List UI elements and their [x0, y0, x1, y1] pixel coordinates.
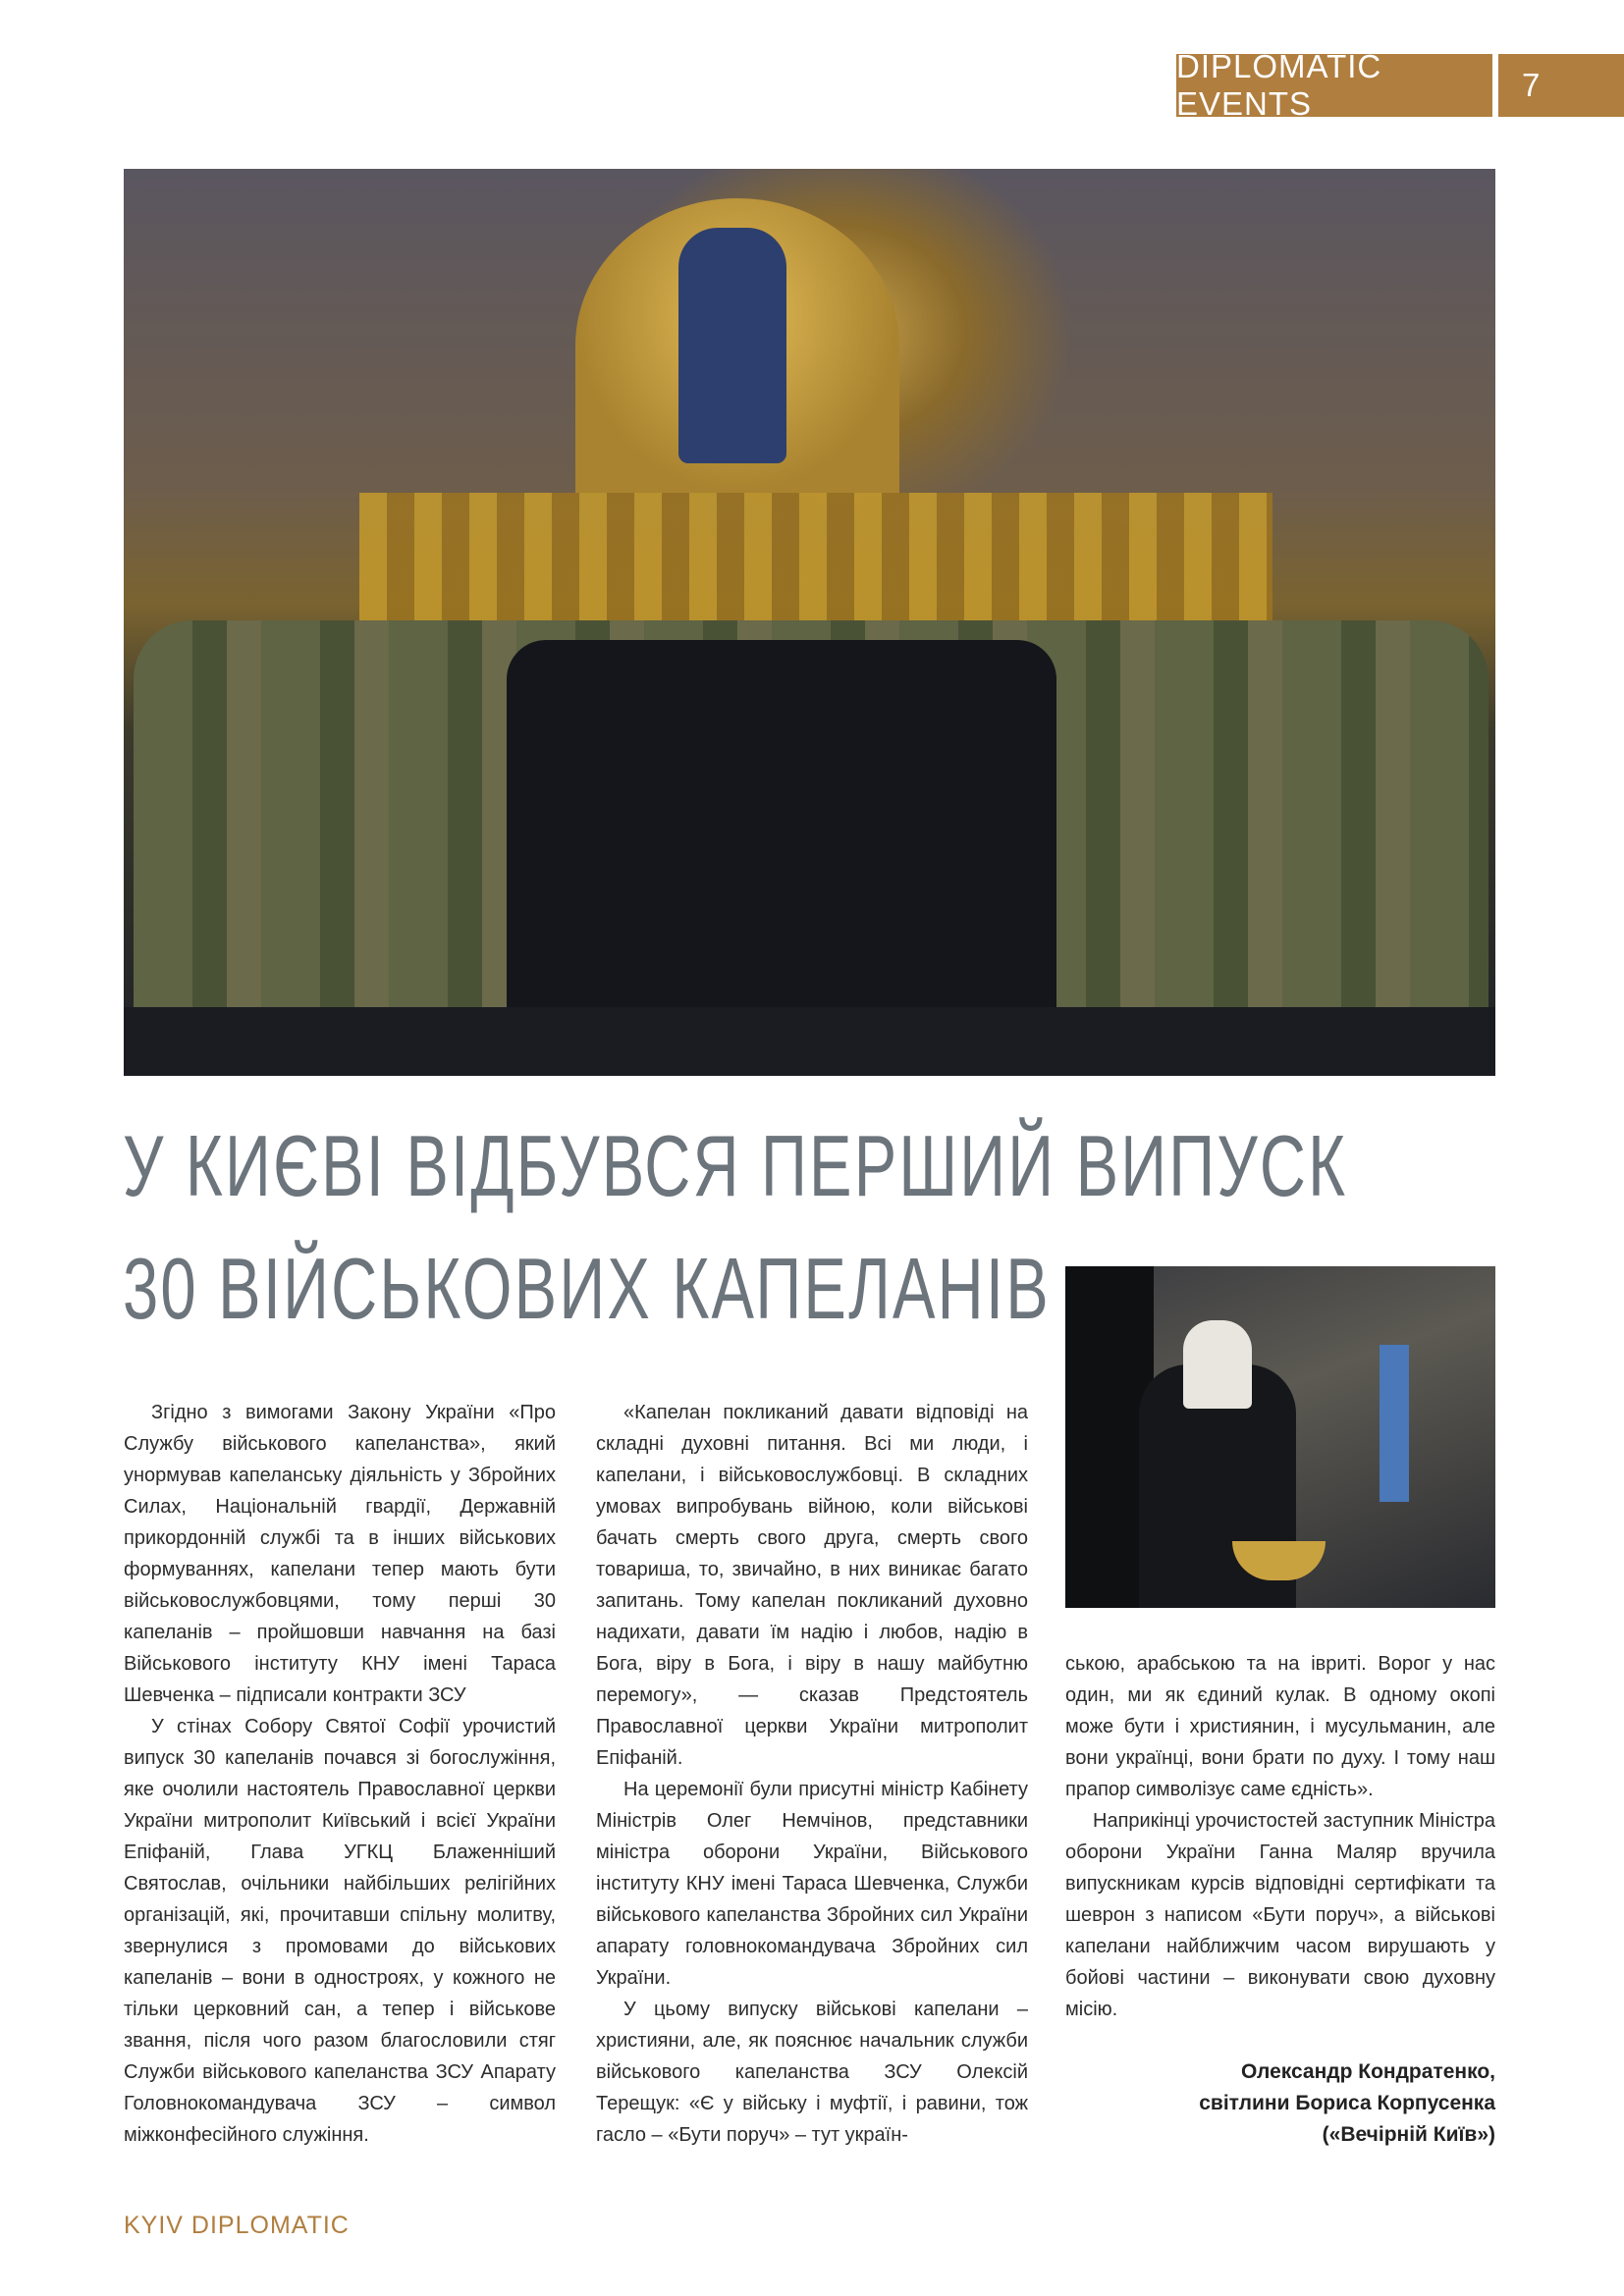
main-photo-cathedral-ceremony	[124, 169, 1495, 1076]
photo-flag	[1380, 1345, 1409, 1502]
photo-floor	[124, 1007, 1495, 1076]
byline-source: («Вечірній Київ»)	[1322, 2123, 1495, 2146]
photo-clergy-group	[507, 640, 1056, 1033]
section-tab	[1176, 48, 1624, 122]
paragraph: Наприкінці урочистостей заступник Міністра оборони України Ганна Маляр вручила випускникам курсів відповідні сертифікати та шеврон з написом «Бути поруч», а військові капелани найближчим часом вирушають у бойові частини – виконувати свою духовну місію.	[1065, 1810, 1495, 2020]
paragraph: ською, арабською та на івриті. Ворог у нас один, ми як єдиний кулак. В одному окопі може бути і християнин, і мусульманин, але вони українці, вони брати по духу. І тому наш прапор символізує саме єдність».	[1065, 1653, 1495, 1800]
footer-magazine-name: KYIV DIPLOMATIC	[124, 2212, 350, 2239]
paragraph: На церемонії були присутні міністр Кабінету Міністрів Олег Немчінов, представники міністра оборони України, Військового інституту КНУ імені Тараса Шевченка, Служби військового капеланства Збройних сил України апарату головнокомандувача Збройних сил України.	[596, 1779, 1028, 1989]
article-title	[123, 1104, 1348, 1350]
photo-madonna-figure	[678, 228, 786, 463]
article-column-2	[596, 1397, 1028, 2151]
paragraph: Згідно з вимогами Закону України «Про Службу військового капеланства», який унормував капеланську діяльність у Збройних Силах, Національній гвардії, Державній прикордонній службі та в інших військових формуваннях, капелани тепер мають бути військовослужбовцями, тому перші 30 капеланів – пройшовши навчання на базі Військового інституту КНУ імені Тараса Шевченка – підписали контракти ЗСУ	[124, 1402, 556, 1706]
photo-mitre	[1183, 1320, 1252, 1409]
paragraph: У стінах Собору Святої Софії урочистий випуск 30 капеланів почався зі богослужіння, яке очолили настоятель Православної церкви України митрополит Київський і всієї України Епіфаній, Глава УГКЦ Блаженніший Святослав, очільники найбільших релігійних організацій, які, прочитавши спільну молитву, звернулися з промовами до військових капеланів – вони в одностроях, у кожного не тільки церковний сан, а тепер і військове звання, після чого разом благословили стяг Служби військового капеланства ЗСУ Апарату Головнокомандувача ЗСУ – символ міжконфесійного служіння.	[124, 1716, 556, 2146]
paragraph: «Капелан покликаний давати відповіді на складні духовні питання. Всі ми люди, і капелани, і військовослужбовці. В складних умовах випробувань війною, коли військові бачать смерть свого друга, смерть свого товариша, то, звичайно, в них виникає багато запитань. Тому капелан покликаний духовно надихати, давати їм надію і любов, надію в Бога, віру в Бога, і віру в нашу майбутню перемогу», — сказав Предстоятель Православної церкви України митрополит Епіфаній.	[596, 1402, 1028, 1769]
article-column-1	[124, 1397, 556, 2151]
byline-photos: світлини Бориса Корпусенка	[1199, 2092, 1495, 2114]
paragraph: У цьому випуску військові капелани – християни, але, як пояснює начальник служби військового капеланства ЗСУ Олексій Терещук: «Є у війську і муфтії, і равини, тож гасло – «Бути поруч» – тут україн-	[596, 1999, 1028, 2146]
side-photo-blessing	[1065, 1266, 1495, 1608]
title-line-2: 30 ВІЙСЬКОВИХ КАПЕЛАНІВ	[123, 1240, 1051, 1337]
byline-author: Олександр Кондратенко,	[1240, 2060, 1495, 2083]
page-number: 7	[1498, 54, 1624, 117]
section-label: DIPLOMATIC EVENTS	[1176, 54, 1492, 117]
title-line-1: У КИЄВІ ВІДБУВСЯ ПЕРШИЙ ВИПУСК	[123, 1117, 1348, 1214]
byline	[1065, 2056, 1495, 2151]
article-column-3	[1065, 1648, 1495, 2025]
